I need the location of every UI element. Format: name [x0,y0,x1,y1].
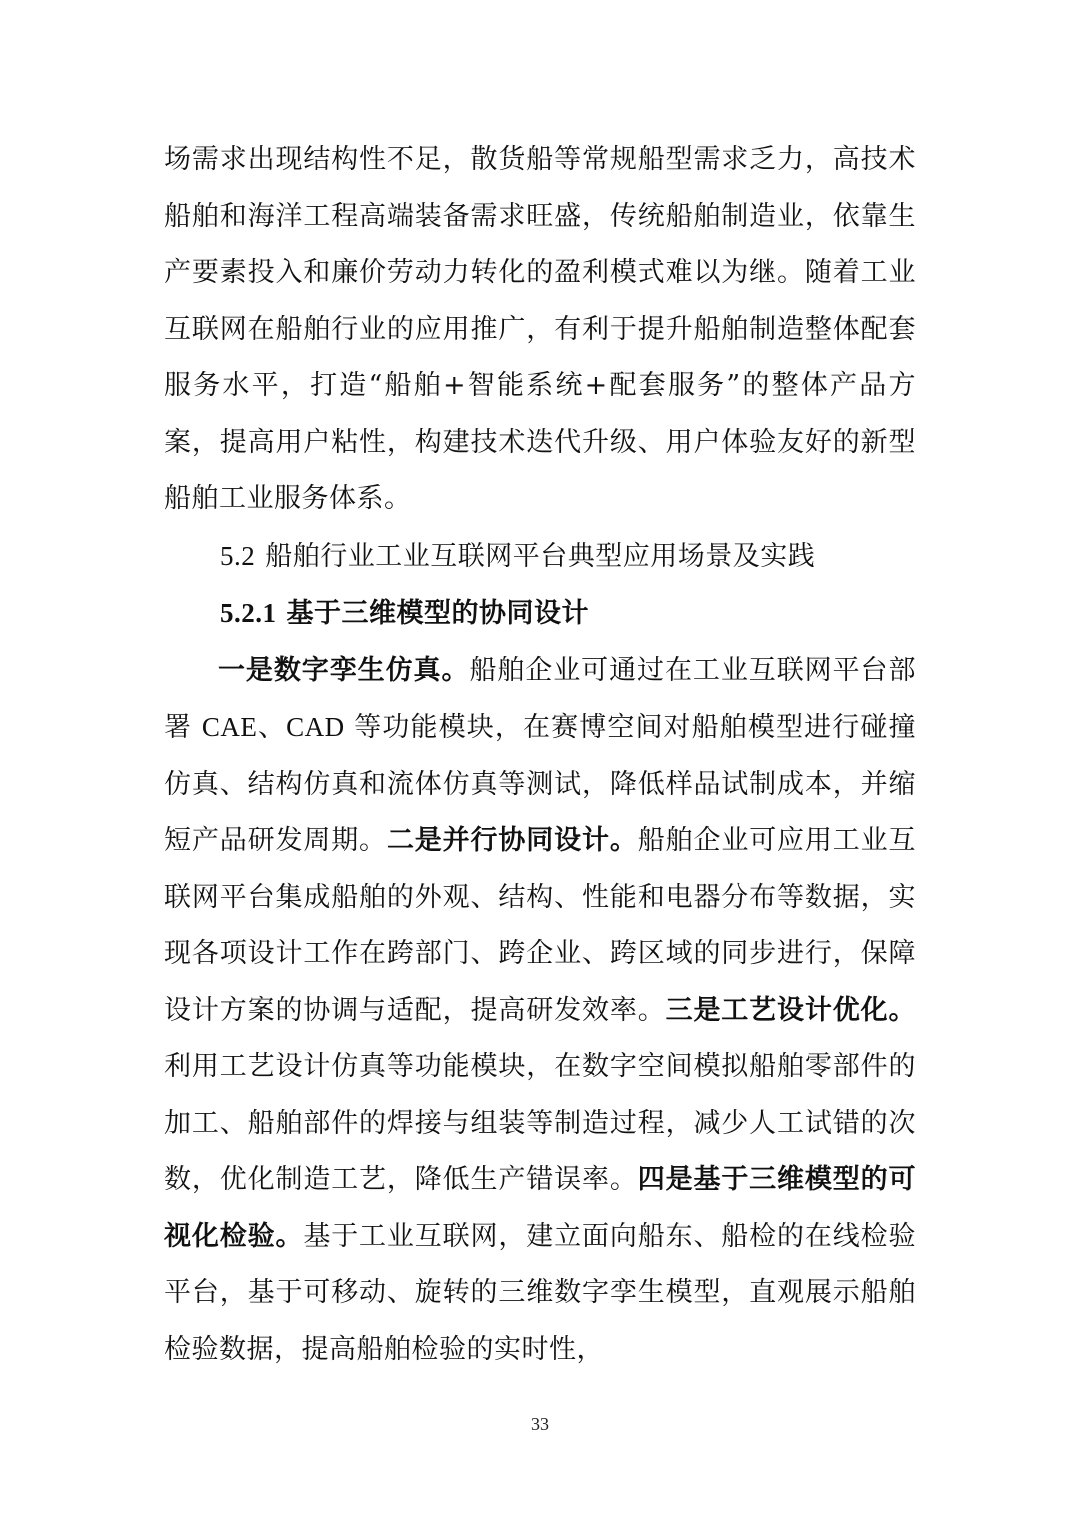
subsection-heading-5-2-1 [164,585,916,643]
body-text [164,132,916,1378]
text-digital-twin-b: 等功能模块，在赛博空间对船舶模型进行碰撞仿真、结构仿真和流体仿真等测试，降低样品试制成本，并缩短产品研发周期。 [164,712,916,856]
text-parallel-design: 船舶企业可应用工业互联网平台集成船舶的外观、结构、性能和电器分布等数据，实现各项设计工作在跨部门、跨企业、跨区域的同步进行，保障设计方案的协调与适配，提高研发效率。 [164,825,917,1026]
lead-process-optimization: 三是工艺设计优化。 [665,994,917,1026]
term-cad: CAD [286,712,345,742]
lead-visual-inspection: 四是基于三维模型的可视化检验。 [164,1164,917,1252]
section-title: 船舶行业工业互联网平台典型应用场景及实践 [265,540,816,572]
subsection-number: 5.2.1 [220,598,277,628]
text-visual-inspection: 基于工业互联网，建立面向船东、船检的在线检验平台，基于可移动、旋转的三维数字孪生模型，直观展示船舶检验数据，提高船舶检验的实时性， [164,1220,917,1365]
term-cae: CAE [201,712,258,742]
text-digital-twin-a: 船舶企业可通过在工业互联网平台部署 [164,654,916,743]
subsection-title: 基于三维模型的协同设计 [286,598,589,629]
section-heading-5-2 [164,528,916,586]
lead-digital-twin: 一是数字孪生仿真。 [218,654,470,686]
separator: 、 [257,712,287,743]
page-number: 33 [531,1414,549,1434]
paragraph-continued: 场需求出现结构性不足，散货船等常规船型需求乏力，高技术船舶和海洋工程高端装备需求旺盛，传统船舶制造业，依靠生产要素投入和廉价劳动力转化的盈利模式难以为继。随着工业互联网在船舶行业的应用推广，有利于提升船舶制造整体配套服务水平，打造“船舶+智能系统+配套服务”的整体产品方案，提高用户粘性，构建技术迭代升级、用户体验友好的新型船舶工业服务体系。 [164,144,916,514]
section-number: 5.2 [220,540,256,571]
paragraph-application-scenarios [164,643,916,1379]
lead-parallel-design: 二是并行协同设计。 [386,825,638,856]
text-process-optimization: 利用工艺设计仿真等功能模块，在数字空间模拟船舶零部件的加工、船舶部件的焊接与组装等制造过程，减少人工试错的次数，优化制造工艺，降低生产错误率。 [164,1051,916,1195]
